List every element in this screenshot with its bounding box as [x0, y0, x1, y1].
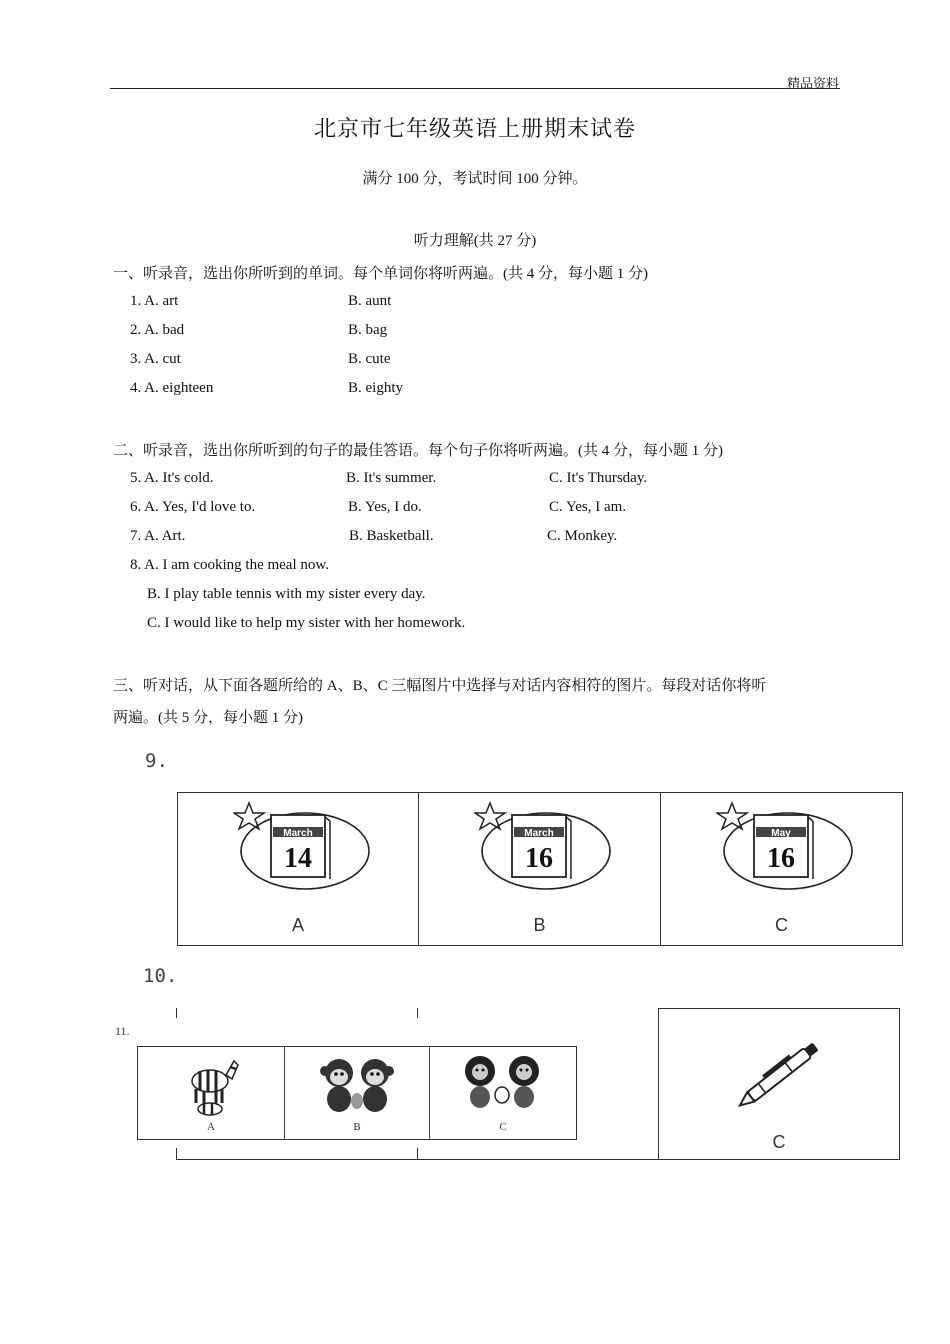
page-subtitle: 满分 100 分，考试时间 100 分钟。	[362, 171, 588, 187]
q3-option-a: 3. A. cut	[130, 351, 181, 367]
q8-option-c: C. I would like to help my sister with her homework.	[147, 615, 466, 631]
q9-option-b-letter: B	[533, 915, 546, 935]
q11-option-b-letter: B	[353, 1121, 361, 1133]
q11-option-a-letter: A	[207, 1121, 215, 1133]
q9-option-c[interactable]	[661, 793, 902, 945]
section1-instruction: 一、听录音，选出你所听到的单词。每个单词你将听两遍。(共 4 分，每小题 1 分)	[113, 266, 648, 282]
page-title: 北京市七年级英语上册期末试卷	[313, 116, 636, 141]
q11-option-c[interactable]	[430, 1047, 576, 1139]
q2-option-b: B. bag	[348, 322, 388, 338]
q9-picture-frame	[177, 792, 903, 946]
section3-instruction-line1: 三、听对话，从下面各题所给的 A、B、C 三幅图片中选择与对话内容相符的图片。每段对话你将听	[113, 678, 767, 694]
header-label: 精品资料	[786, 76, 839, 91]
calendar-icon	[233, 801, 373, 891]
monkey-icon	[319, 1051, 397, 1117]
calendar-icon	[474, 801, 614, 891]
q11-option-b[interactable]	[285, 1047, 429, 1139]
q2-option-a: 2. A. bad	[130, 322, 185, 338]
q11-option-c-letter: C	[499, 1121, 507, 1133]
zebra-icon	[180, 1051, 242, 1117]
q9-number: 9.	[145, 750, 168, 772]
calendar-icon	[716, 801, 856, 891]
q6-option-b: B. Yes, I do.	[348, 499, 422, 515]
lion-icon	[458, 1051, 548, 1117]
listening-heading: 听力理解(共 27 分)	[413, 233, 537, 249]
q3-option-b: B. cute	[348, 351, 391, 367]
q5-option-c: C. It's Thursday.	[549, 470, 648, 486]
q7-option-a: 7. A. Art.	[130, 528, 186, 544]
q1-option-a: 1. A. art	[130, 293, 179, 309]
q8-option-a: 8. A. I am cooking the meal now.	[130, 557, 329, 573]
pen-icon	[734, 1029, 834, 1114]
header-divider	[110, 88, 840, 89]
q7-option-b: B. Basketball.	[349, 528, 434, 544]
q4-option-b: B. eighty	[348, 380, 403, 396]
q9-option-a[interactable]	[178, 793, 418, 945]
calendar-day: 16	[525, 843, 553, 874]
q11-option-a[interactable]	[138, 1047, 284, 1139]
q1-option-b: B. aunt	[348, 293, 392, 309]
q6-option-c: C. Yes, I am.	[549, 499, 627, 515]
calendar-month: March	[524, 828, 554, 839]
calendar-month: May	[771, 828, 791, 839]
q8-option-b: B. I play table tennis with my sister every day.	[147, 586, 426, 602]
q5-option-b: B. It's summer.	[346, 470, 437, 486]
calendar-month: March	[283, 828, 313, 839]
q10-option-c[interactable]	[658, 1008, 900, 1160]
q6-option-a: 6. A. Yes, I'd love to.	[130, 499, 256, 515]
q9-option-b[interactable]	[419, 793, 660, 945]
q10-option-c-letter: C	[772, 1132, 786, 1152]
q4-option-a: 4. A. eighteen	[130, 380, 214, 396]
q7-option-c: C. Monkey.	[547, 528, 618, 544]
section3-instruction-line2: 两遍。(共 5 分，每小题 1 分)	[113, 710, 303, 726]
q11-picture-frame	[137, 1046, 577, 1140]
calendar-day: 14	[284, 843, 312, 874]
q9-option-a-letter: A	[291, 915, 304, 935]
section2-instruction: 二、听录音，选出你所听到的句子的最佳答语。每个句子你将听两遍。(共 4 分，每小题 1 分)	[113, 443, 723, 459]
q9-option-c-letter: C	[775, 915, 788, 935]
q5-option-a: 5. A. It's cold.	[130, 470, 214, 486]
q11-number: 11.	[115, 1024, 130, 1038]
calendar-day: 16	[767, 843, 795, 874]
q10-number: 10.	[143, 965, 178, 987]
